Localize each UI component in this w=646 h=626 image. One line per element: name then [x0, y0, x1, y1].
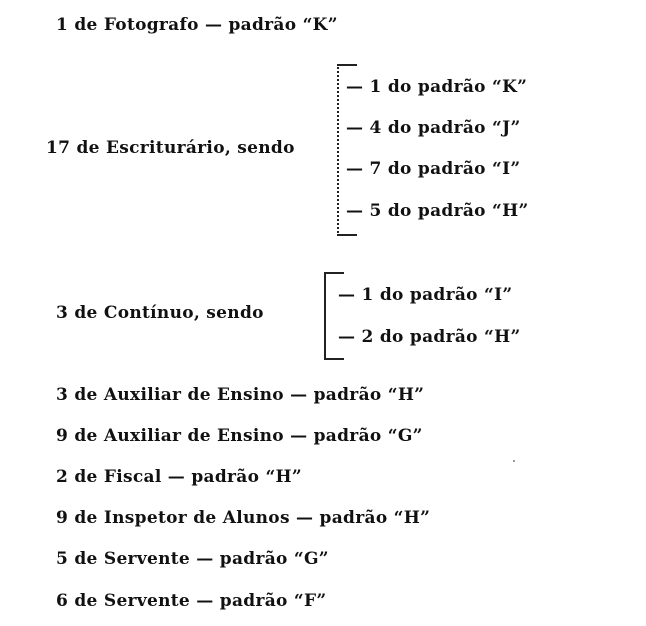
escriturario-item: — 1 do padrão “K” — [346, 77, 528, 97]
entry-auxiliar-ensino-h: 3 de Auxiliar de Ensino — padrão “H” — [56, 385, 425, 405]
escriturario-item: — 4 do padrão “J” — [346, 118, 521, 138]
continuo-item: — 1 do padrão “I” — [338, 285, 513, 305]
speck — [513, 460, 515, 462]
escriturario-item: — 7 do padrão “I” — [346, 159, 521, 179]
escriturario-item: — 5 do padrão “H” — [346, 201, 529, 221]
entry-fiscal: 2 de Fiscal — padrão “H” — [56, 467, 302, 487]
entry-servente-g: 5 de Servente — padrão “G” — [56, 549, 329, 569]
entry-fotografo: 1 de Fotografo — padrão “K” — [56, 15, 338, 35]
entry-escriturario: 17 de Escriturário, sendo — [46, 138, 295, 158]
entry-continuo: 3 de Contínuo, sendo — [56, 303, 264, 323]
entry-servente-f: 6 de Servente — padrão “F” — [56, 591, 327, 611]
entry-auxiliar-ensino-g: 9 de Auxiliar de Ensino — padrão “G” — [56, 426, 423, 446]
continuo-item: — 2 do padrão “H” — [338, 327, 521, 347]
entry-inspetor-alunos: 9 de Inspetor de Alunos — padrão “H” — [56, 508, 431, 528]
